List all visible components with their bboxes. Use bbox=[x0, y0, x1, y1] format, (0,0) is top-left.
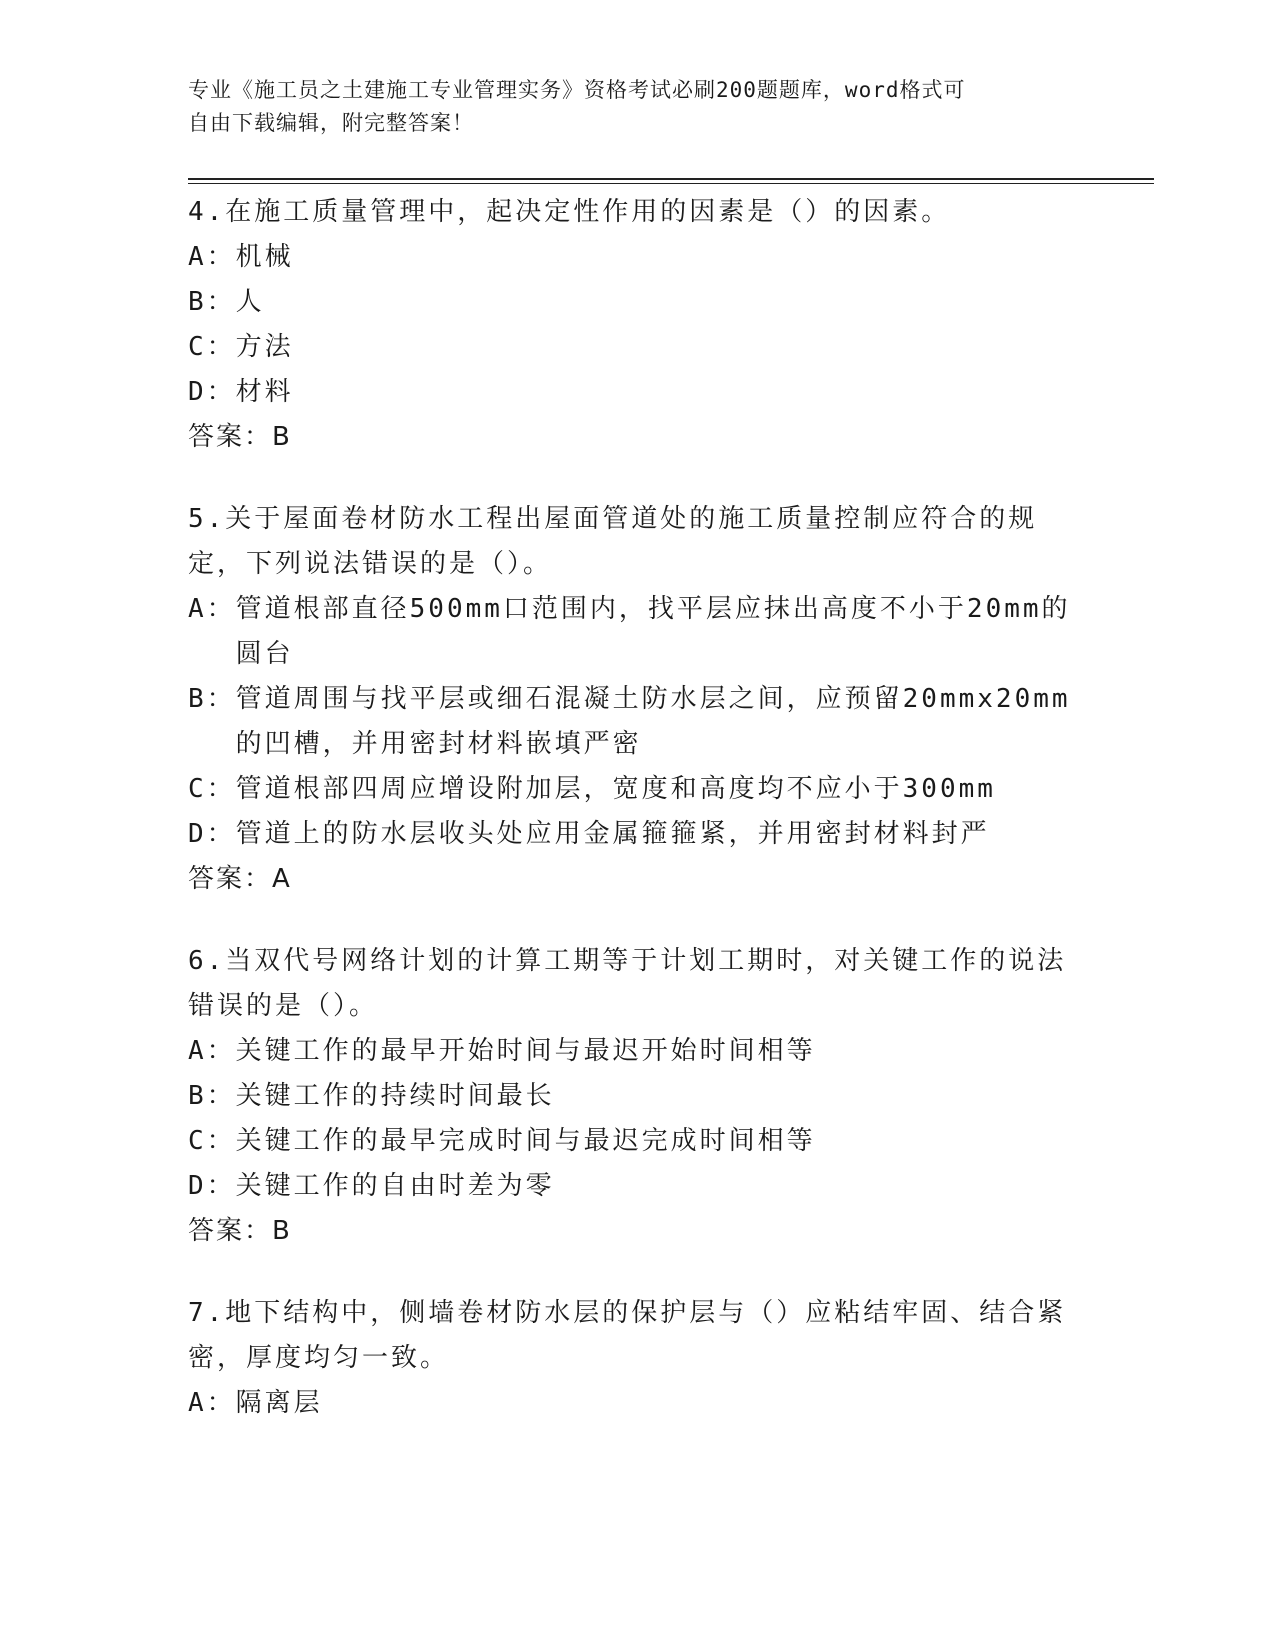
option-text: 机械 bbox=[235, 242, 294, 272]
option-b bbox=[188, 1074, 1088, 1119]
answer-line: 答案：B bbox=[188, 1216, 292, 1246]
option-text: 人 bbox=[235, 287, 265, 317]
question-stem: 5.关于屋面卷材防水工程出屋面管道处的施工质量控制应符合的规定，下列说法错误的是（）。 bbox=[188, 504, 1038, 579]
option-text: 关键工作的自由时差为零 bbox=[235, 1171, 555, 1201]
option-text: 关键工作的持续时间最长 bbox=[235, 1081, 555, 1111]
header-line-1: 专业《施工员之土建施工专业管理实务》资格考试必刷200题题库，word格式可 bbox=[188, 78, 966, 102]
option-key: B： bbox=[188, 1081, 236, 1111]
answer-line: 答案：B bbox=[188, 422, 292, 452]
option-text: 关键工作的最早完成时间与最迟完成时间相等 bbox=[235, 1126, 816, 1156]
option-key: C： bbox=[188, 1126, 236, 1156]
question-4 bbox=[188, 190, 1088, 460]
option-key: C： bbox=[188, 332, 236, 362]
question-7 bbox=[188, 1291, 1088, 1426]
option-text: 隔离层 bbox=[235, 1388, 323, 1418]
option-c bbox=[188, 767, 1088, 812]
option-c bbox=[188, 325, 1088, 370]
question-5 bbox=[188, 497, 1088, 902]
option-text: 管道根部四周应增设附加层，宽度和高度均不应小于300mm bbox=[235, 774, 996, 804]
option-text: 关键工作的最早开始时间与最迟开始时间相等 bbox=[235, 1036, 816, 1066]
option-a bbox=[188, 1029, 1088, 1074]
question-stem: 4.在施工质量管理中，起决定性作用的因素是（）的因素。 bbox=[188, 197, 951, 227]
option-key: D： bbox=[188, 377, 236, 407]
header-rule-thin bbox=[188, 183, 1154, 184]
option-key: D： bbox=[188, 1171, 236, 1201]
option-key: B： bbox=[188, 684, 236, 714]
question-stem: 6.当双代号网络计划的计算工期等于计划工期时，对关键工作的说法错误的是（）。 bbox=[188, 946, 1067, 1021]
option-a bbox=[188, 235, 1088, 280]
option-key: D： bbox=[188, 819, 236, 849]
option-text: 管道根部直径500mm口范围内，找平层应抹出高度不小于20mm的圆台 bbox=[235, 594, 1071, 669]
option-key: A： bbox=[188, 594, 236, 624]
option-a bbox=[188, 587, 1088, 677]
option-text: 方法 bbox=[235, 332, 294, 362]
option-text: 管道上的防水层收头处应用金属箍箍紧，并用密封材料封严 bbox=[235, 819, 990, 849]
option-key: A： bbox=[188, 1388, 236, 1418]
option-key: B： bbox=[188, 287, 236, 317]
option-a bbox=[188, 1381, 1088, 1426]
option-d bbox=[188, 370, 1088, 415]
question-6 bbox=[188, 939, 1088, 1254]
option-text: 材料 bbox=[235, 377, 294, 407]
option-b bbox=[188, 677, 1088, 767]
option-key: A： bbox=[188, 242, 236, 272]
option-c bbox=[188, 1119, 1088, 1164]
option-d bbox=[188, 1164, 1088, 1209]
option-key: C： bbox=[188, 774, 236, 804]
option-text: 管道周围与找平层或细石混凝土防水层之间，应预留20mmx20mm的凹槽，并用密封材料嵌填严密 bbox=[235, 684, 1071, 759]
answer-line: 答案：A bbox=[188, 864, 292, 894]
question-list bbox=[188, 190, 1088, 1463]
option-key: A： bbox=[188, 1036, 236, 1066]
document-header bbox=[188, 74, 1068, 140]
option-b bbox=[188, 280, 1088, 325]
option-d bbox=[188, 812, 1088, 857]
question-stem: 7.地下结构中，侧墙卷材防水层的保护层与（）应粘结牢固、结合紧密，厚度均匀一致。 bbox=[188, 1298, 1067, 1373]
header-line-2: 自由下载编辑，附完整答案！ bbox=[188, 111, 474, 135]
header-rule-thick bbox=[188, 178, 1154, 180]
